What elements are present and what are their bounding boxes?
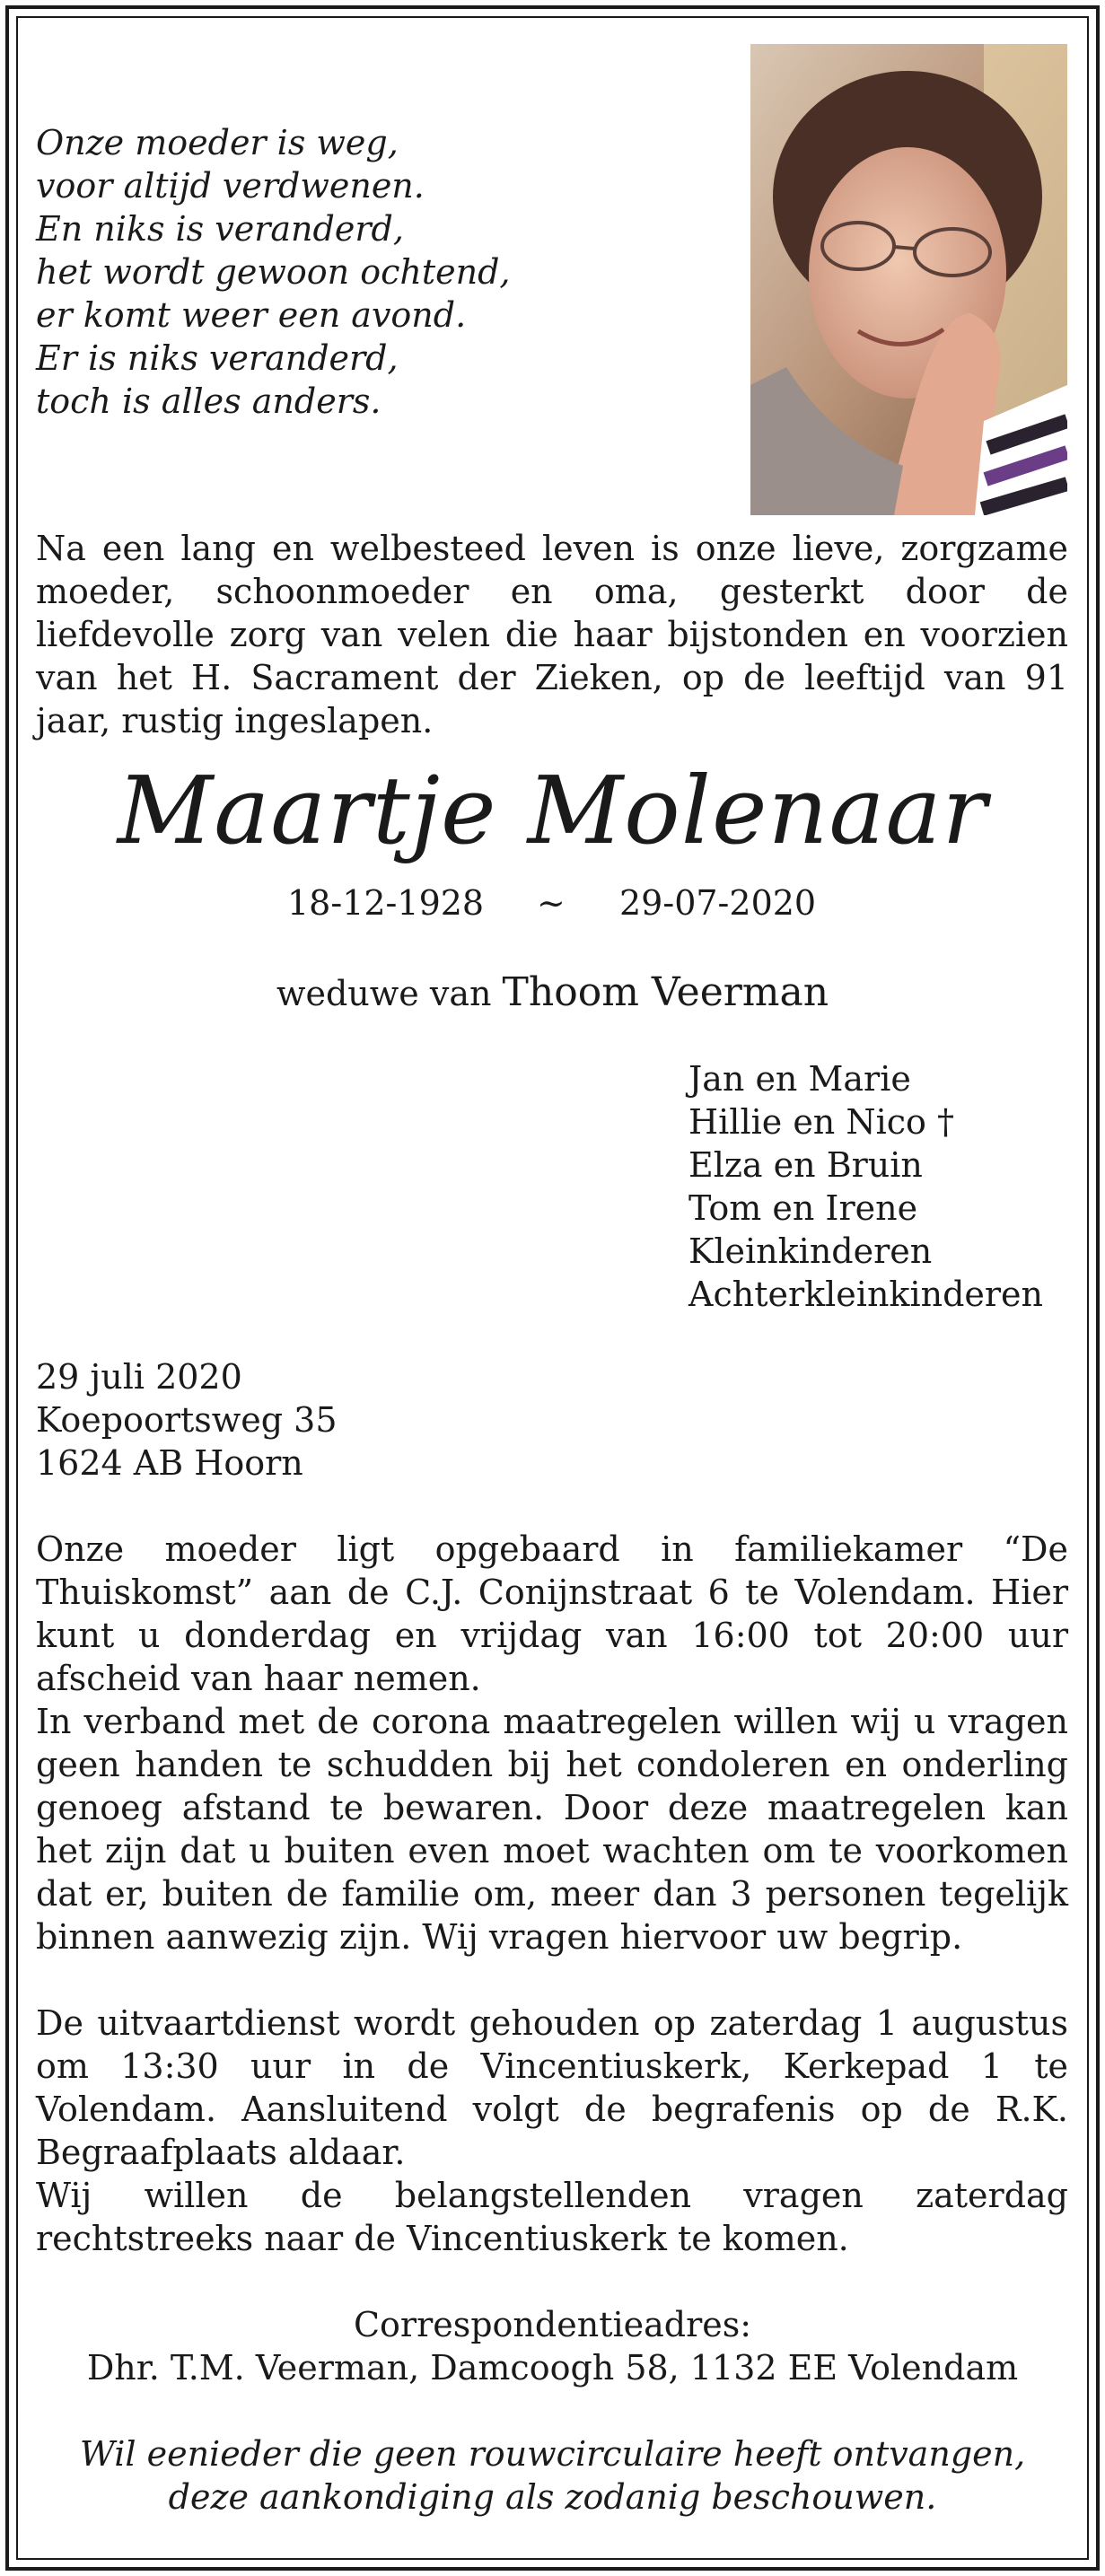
correspondence-label: Correspondentieadres: [353,2305,752,2344]
family-list [688,1057,1043,1316]
family-member: Tom en Irene [688,1188,918,1228]
family-member: Elza en Bruin [688,1145,923,1185]
widow-prefix: weduwe van [276,974,492,1013]
death-date: 29-07-2020 [619,883,817,923]
family-member: Achterkleinkinderen [688,1275,1044,1314]
address-city: 1624 AB Hoorn [36,1443,303,1483]
widow-line [0,969,1105,1017]
closing-line: Wil eenieder die geen rouwcirculaire heeft ontvangen, [79,2434,1026,2474]
poem-line: toch is alles anders. [36,381,381,421]
deceased-name: Maartje Molenaar [117,756,988,865]
service-paragraph: De uitvaartdienst wordt gehouden op zaterdag 1 augustus om 13:30 uur in de Vincentiuskerk, Kerkepad 1 te Volendam. Aansluitend volgt de begrafenis op de R.K. Begraafplaats aldaar. [36,2003,1068,2172]
poem-line: Er is niks veranderd, [36,338,399,378]
poem-line: het wordt gewoon ochtend, [36,252,511,292]
family-member: Kleinkinderen [688,1231,933,1271]
viewing-paragraph: Onze moeder ligt opgebaard in familiekamer “De Thuiskomst” aan de C.J. Conijnstraat 6 te Volendam. Hier kunt u donderdag en vrijdag van 16:00 tot 20:00 uur afscheid van haar nemen. [36,1529,1068,1698]
portrait-photo [750,44,1067,515]
correspondence-address: Dhr. T.M. Veerman, Damcoogh 58, 1132 EE Volendam [86,2348,1019,2388]
address-date: 29 juli 2020 [36,1357,242,1397]
family-member: Jan en Marie [688,1059,911,1099]
husband-name: Thoom Veerman [502,969,829,1015]
address-street: Koepoortsweg 35 [36,1400,338,1440]
request-paragraph: Wij willen de belangstellenden vragen zaterdag rechtstreeks naar de Vincentiuskerk te komen. [36,2176,1068,2258]
date-separator: ~ [537,883,566,923]
intro-text: Na een lang en welbesteed leven is onze lieve, zorgzame moeder, schoonmoeder en oma, gesterkt door de liefdevolle zorg van velen die haar bijstonden en voorzien van het H. Sacrament der Zieken, op de leeftijd van 91 jaar, rustig ingeslapen. [36,529,1068,740]
poem-line: En niks is veranderd, [36,209,404,249]
poem-line: er komt weer een avond. [36,295,467,335]
family-member: Hillie en Nico † [688,1102,955,1142]
poem [36,121,718,423]
closing-line: deze aankondiging als zodanig beschouwen. [168,2477,937,2517]
birth-date: 18-12-1928 [287,883,485,923]
corona-paragraph: In verband met de corona maatregelen willen wij u vragen geen handen te schudden bij het condoleren en onderling genoeg afstand te bewaren. Door deze maatregelen kan het zijn dat u buiten even moet wachten om te voorkomen dat er, buiten de familie om, meer dan 3 personen tegelijk binnen aanwezig zijn. Wij vragen hiervoor uw begrip. [36,1702,1068,1957]
poem-line: Onze moeder is weg, [36,123,399,162]
closing-note [0,2432,1105,2519]
correspondence-block [0,2303,1105,2389]
poem-line: voor altijd verdwenen. [36,166,425,206]
home-address [36,1355,338,1485]
